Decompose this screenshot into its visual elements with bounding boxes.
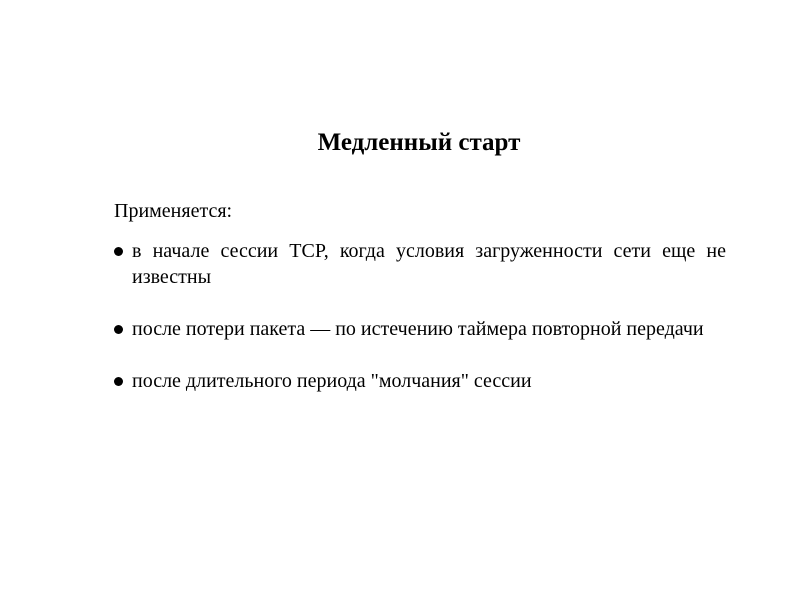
bullet-item-packet-loss bbox=[114, 316, 726, 342]
bullet-text: после потери пакета — по истечению таймера повторной передачи bbox=[132, 318, 704, 340]
bullet-dot-icon bbox=[114, 325, 123, 334]
bullet-item-silence bbox=[114, 368, 726, 394]
bullet-dot-icon bbox=[114, 377, 123, 386]
bullet-text: после длительного периода "молчания" сессии bbox=[132, 370, 532, 392]
intro-text: Применяется: bbox=[114, 200, 233, 222]
bullet-dot-icon bbox=[114, 247, 123, 256]
bullet-text: в начале сессии TCP, когда условия загруженности сети еще не известны bbox=[132, 240, 726, 288]
bullet-item-tcp-start bbox=[114, 238, 726, 290]
bullet-list bbox=[114, 238, 726, 394]
slide-title: Медленный старт bbox=[317, 129, 521, 156]
